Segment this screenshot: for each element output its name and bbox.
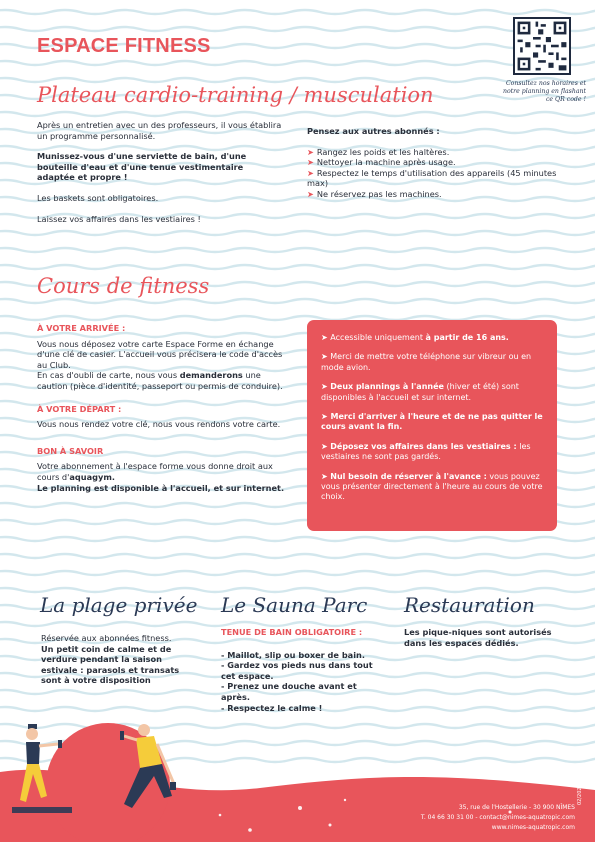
- plateau-equipment-text: Munissez-vous d'une serviette de bain, d'une bouteille d'eau et d'une tenue vestimentaire adaptée et propre !: [37, 151, 247, 183]
- list-item: - Maillot, slip ou boxer de bain.: [221, 649, 365, 660]
- arrow-bullet-icon: ➤: [321, 352, 331, 362]
- arrow-bullet-icon: ➤: [307, 146, 314, 157]
- plateau-shoes-text: Les baskets sont obligatoires.: [37, 192, 159, 203]
- plateau-lockers-text: Laissez vos affaires dans les vestiaires !: [37, 213, 201, 224]
- page-title: ESPACE FITNESS: [37, 35, 211, 57]
- savoir-heading: BON À SAVOIR: [37, 445, 104, 456]
- sauna-title: Le Sauna Parc: [221, 593, 368, 617]
- list-item: ➤ Ne réservez pas les machines.: [307, 188, 442, 199]
- wave-line: [0, 27, 595, 31]
- cours-left-column: [37, 323, 285, 493]
- qr-caption: Consultez nos horaires et notre planning en flashant ce QR code !: [502, 80, 586, 103]
- wave-line: [0, 554, 595, 558]
- arrow-bullet-icon: ➤: [321, 333, 331, 342]
- info-item: ➤ Deux plannings à l'année (hiver et été) sont disponibles à l'accueil et sur internet.: [321, 382, 519, 402]
- arrow-bullet-icon: ➤: [321, 382, 331, 392]
- cours-section-title: Cours de fitness: [37, 274, 210, 298]
- info-item: ➤ Merci de mettre votre téléphone sur vibreur ou en mode avion.: [321, 352, 532, 372]
- plage-details-text: Un petit coin de calme et de verdure pendant la saison estivale : parasols et transats sont à votre disposition: [41, 643, 180, 686]
- arrow-bullet-icon: ➤: [307, 188, 314, 199]
- plateau-right-column: [307, 126, 557, 200]
- arrow-bullet-icon: ➤: [307, 157, 314, 168]
- cours-info-box: [307, 320, 557, 531]
- list-item: ➤ Respectez le temps d'utilisation des appareils (45 minutes max): [307, 167, 557, 189]
- info-item: ➤ Accessible uniquement à partir de 16 ans.: [321, 333, 509, 342]
- restauration-title: Restauration: [404, 593, 535, 617]
- savoir-text: Votre abonnement à l'espace forme vous donne droit aux cours d'aquagym.: [37, 461, 273, 482]
- footer-phone-email[interactable]: T. 04 66 30 31 00 - contact@nimes-aquatropic.com: [420, 814, 575, 821]
- wave-line: [0, 299, 595, 303]
- arrow-bullet-icon: ➤: [321, 471, 331, 481]
- plage-text: Réservée aux abonnées fitness.: [41, 633, 172, 643]
- arrow-bullet-icon: ➤: [321, 412, 331, 422]
- depart-text: Vous nous rendez votre clé, nous vous rendons votre carte.: [37, 419, 281, 430]
- plage-text-block: [41, 633, 189, 686]
- plateau-left-column: [37, 120, 282, 234]
- wave-line: [0, 112, 595, 116]
- list-item: - Gardez vos pieds nus dans tout cet espace.: [221, 660, 373, 681]
- arrivee-heading: À VOTRE ARRIVÉE :: [37, 323, 126, 333]
- wave-line: [0, 537, 595, 541]
- arrow-bullet-icon: ➤: [307, 167, 314, 178]
- list-item: ➤ Nettoyer la machine après usage.: [307, 157, 456, 168]
- plateau-rules-list: [307, 147, 557, 200]
- wave-line: [0, 588, 595, 592]
- depart-heading: À VOTRE DÉPART :: [37, 403, 122, 414]
- footer-contact: [360, 803, 575, 833]
- footer-website-link[interactable]: www.nimes-aquatropic.com: [491, 824, 575, 831]
- wave-line: [0, 265, 595, 269]
- plage-title: La plage privée: [40, 593, 198, 617]
- print-date-stamp: 02/2025: [577, 784, 583, 805]
- wave-line: [0, 571, 595, 575]
- sauna-heading: TENUE DE BAIN OBLIGATOIRE :: [221, 627, 363, 637]
- arrivee-text: Vous nous déposez votre carte Espace Forme en échange d'une clé de casier. L'accueil vous précisera le code d'accès au Club.: [37, 338, 283, 370]
- wave-line: [0, 622, 595, 626]
- list-item: - Respectez le calme !: [221, 702, 323, 713]
- fitness-figures-illustration: [12, 712, 212, 842]
- list-item: ➤ Rangez les poids et les haltères.: [307, 146, 450, 157]
- qr-code-icon[interactable]: [513, 17, 571, 75]
- wave-line: [0, 248, 595, 252]
- sauna-text-block: [221, 627, 373, 713]
- list-item: - Prenez une douche avant et après.: [221, 681, 357, 702]
- arrivee-deposit-text: En cas d'oubli de carte, nous vous demanderons une caution (pièce d'identité, passeport ou permis de conduire).: [37, 370, 283, 391]
- wave-line: [0, 10, 595, 14]
- plateau-right-heading: Pensez aux autres abonnés :: [307, 126, 440, 136]
- footer-address: 35, rue de l'Hostellerie - 30 900 NÎMES: [458, 804, 575, 811]
- arrow-bullet-icon: ➤: [321, 441, 331, 451]
- sauna-rules-list: [221, 650, 373, 714]
- info-item: ➤ Déposez vos affaires dans les vestiaires : les vestiaires ne sont pas gardés.: [321, 441, 531, 462]
- info-item: ➤ Nul besoin de réserver à l'avance : vous pouvez vous présenter directement à l'heure au cours de votre choix.: [321, 471, 543, 502]
- wave-line: [0, 61, 595, 65]
- restauration-text: Les pique-niques sont autorisés dans les espaces dédiés.: [404, 627, 552, 648]
- plateau-section-title: Plateau cardio-training / musculation: [37, 83, 434, 107]
- info-item: ➤ Merci d'arriver à l'heure et de ne pas quitter le cours avant la fin.: [321, 412, 543, 432]
- savoir-planning-text: Le planning est disponible à l'accueil, et sur internet.: [37, 482, 285, 493]
- plateau-intro-text: Après un entretien avec un des professeurs, il vous établira un programme personnalisé.: [37, 120, 282, 141]
